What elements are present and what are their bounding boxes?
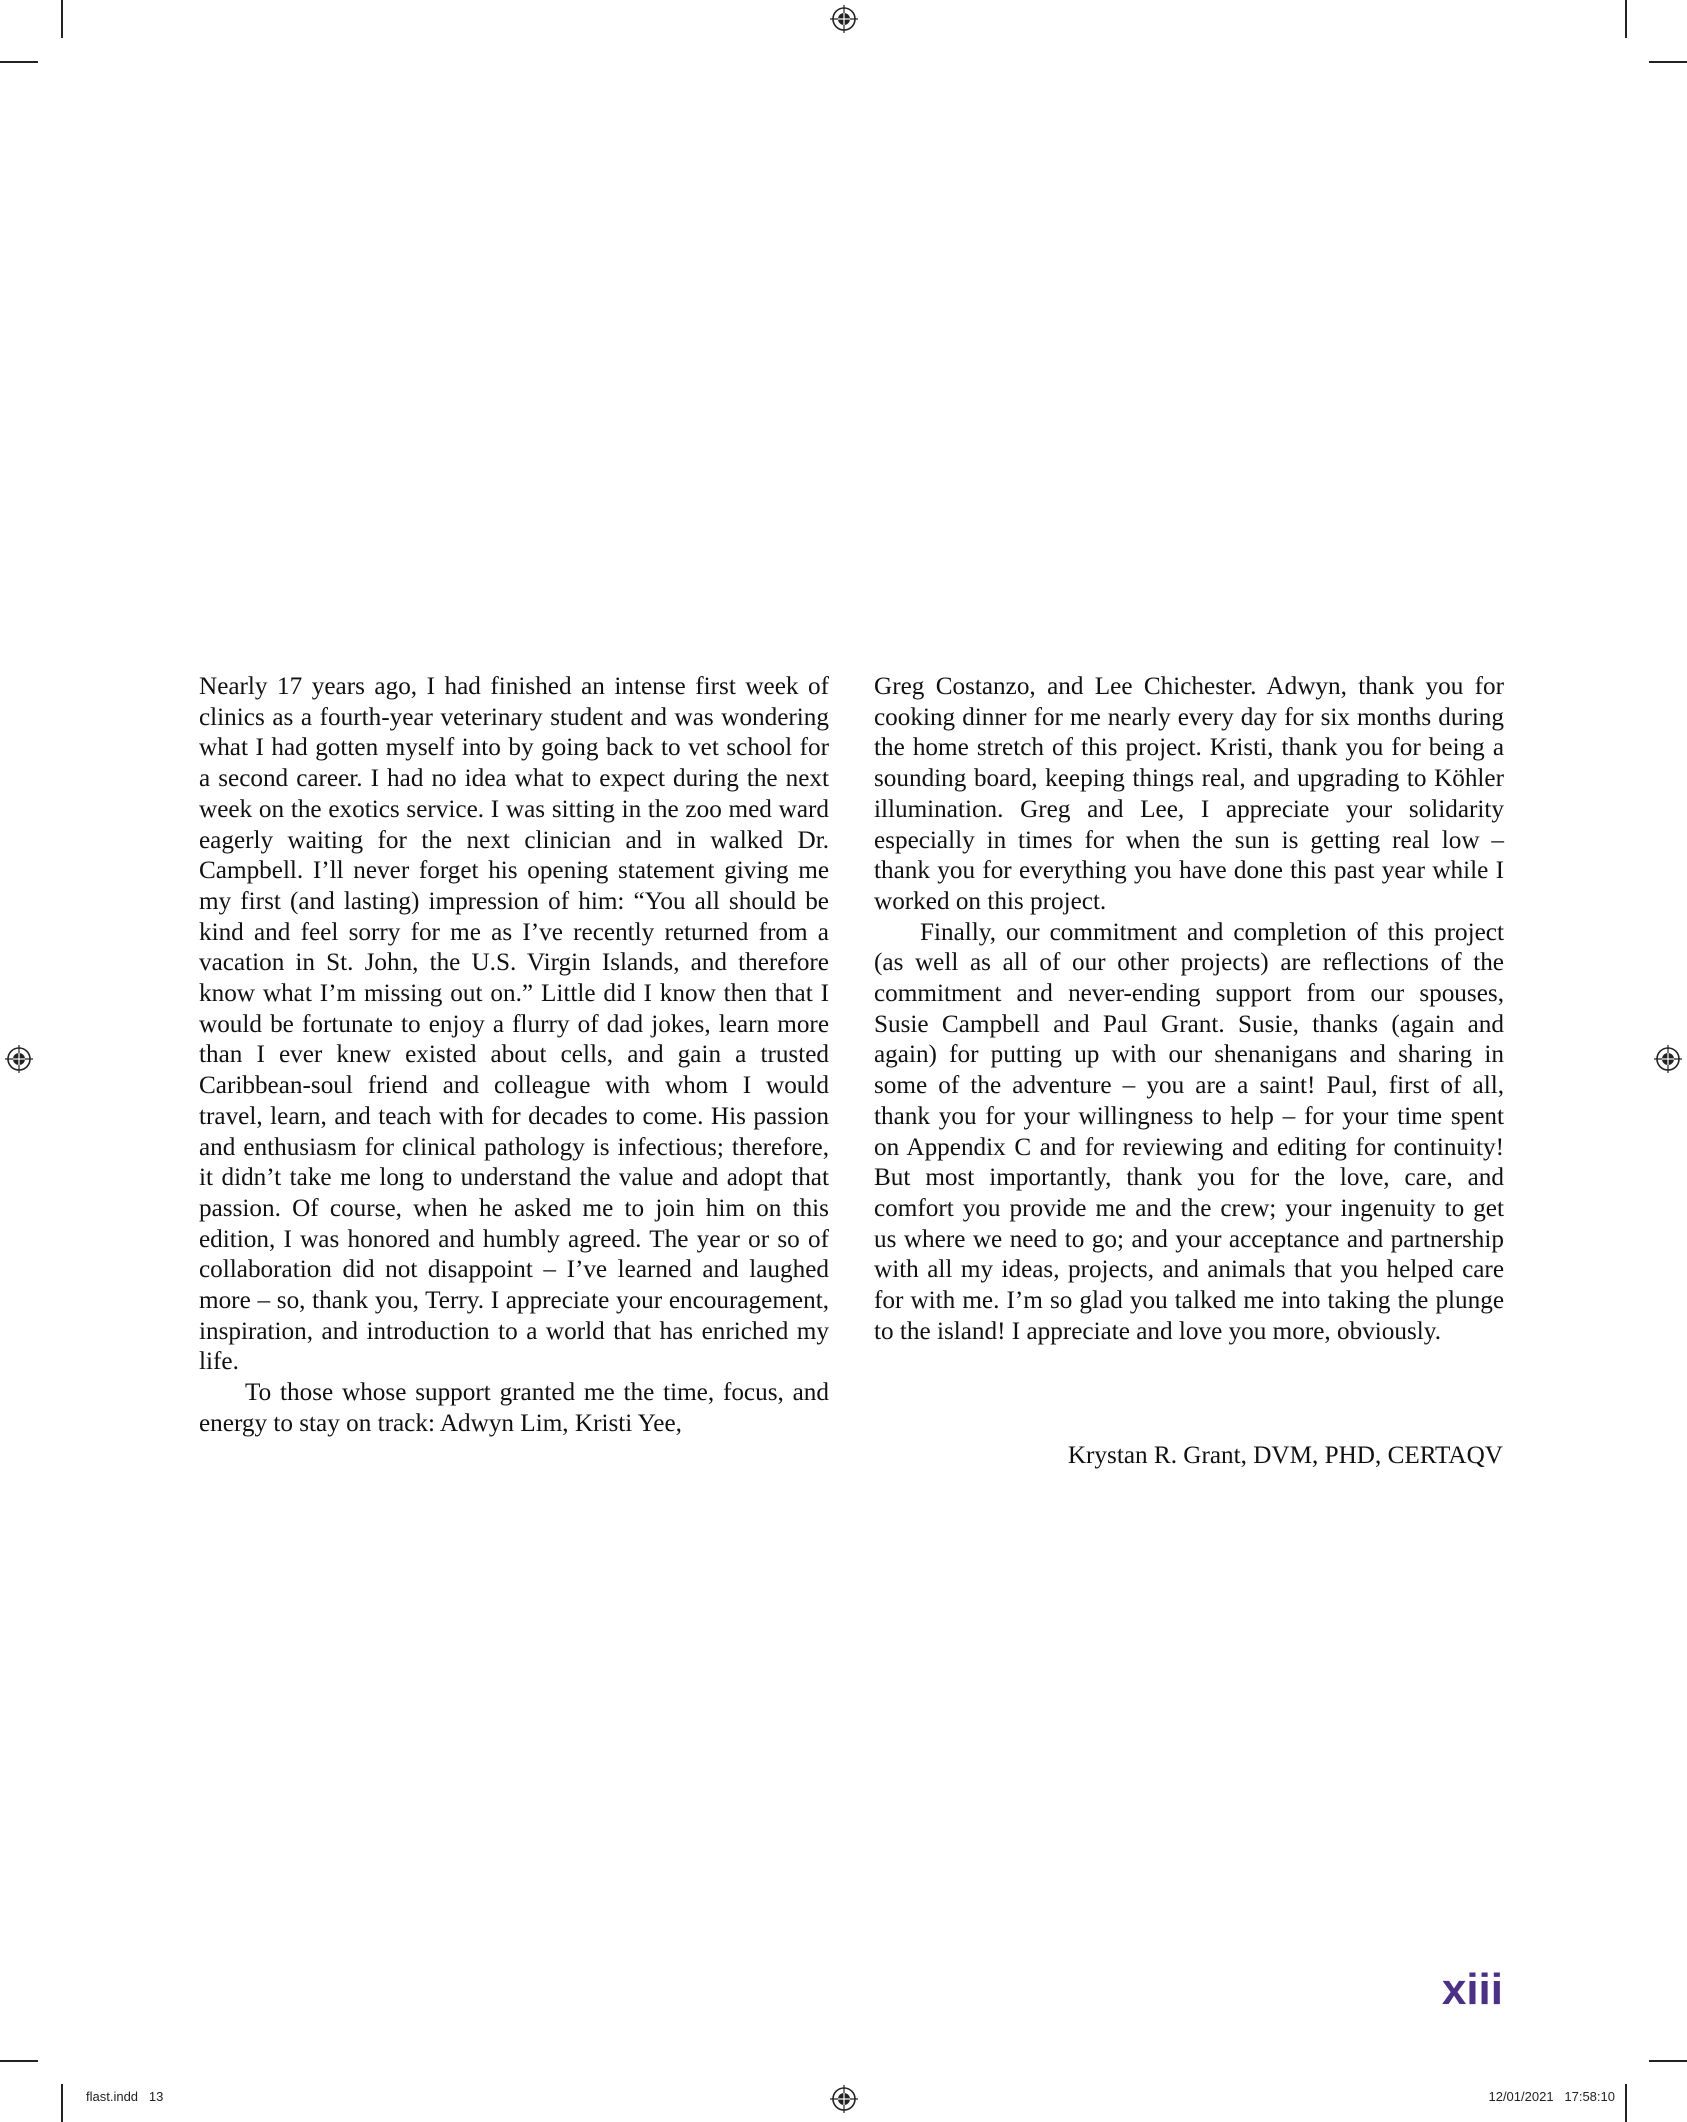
crop-mark-top-right-vertical [1625, 0, 1627, 38]
page-number: xiii [1441, 1965, 1503, 2014]
slug-filename: flast.indd 13 [86, 2089, 164, 2104]
paragraph: Nearly 17 years ago, I had finished an intense first week of clinics as a fourth-year veterinary student and was wondering what I had gotten myself into by going back to vet school for a second career. I had no idea what to expect during the next week on the exotics service. I was sitting in the zoo med ward eagerly waiting for the next clinician and in walked Dr. Campbell. I’ll never forget his opening statement giving me my first (and lasting) impression of him: “You all should be kind and feel sorry for me as I’ve recently returned from a vacation in St. John, the U.S. Virgin Islands, and therefore know what I’m missing out on.” Little did I know then that I would be fortunate to enjoy a flurry of dad jokes, learn more than I ever knew existed about cells, and gain a trusted Caribbean-soul friend and colleague with whom I would travel, learn, and teach with for decades to come. His passion and enthusiasm for clinical pathology is infectious; therefore, it didn’t take me long to understand the value and adopt that passion. Of course, when he asked me to join him on this edition, I was honored and humbly agreed. The year or so of collaboration did not disappoint – I’ve learned and laughed more – so, thank you, Terry. I appreciate your encouragement, inspiration, and introduction to a world that has enriched my life. [199, 673, 829, 1376]
crop-mark-top-left-vertical [61, 0, 63, 38]
paragraph: Finally, our commitment and completion of this project (as well as all of our other projects) are reflections of the commitment and never-ending support from our spouses, Susie Campbell and Paul Grant. Susie, thanks (again and again) for putting up with our shenanigans and sharing in some of the adventure – you are a saint! Paul, first of all, thank you for your willingness to help – for your time spent on Appendix C and for reviewing and editing for continuity! But most importantly, thank you for the love, care, and comfort you provide me and the crew; your ingenuity to get us where we need to go; and your acceptance and partnership with all my ideas, projects, and animals that you helped care for with me. I’m so glad you talked me into taking the plunge to the island! I appreciate and love you more, obviously. [874, 918, 1504, 1345]
crop-mark-bottom-left-horizontal [0, 2060, 38, 2062]
author-signature: Krystan R. Grant, DVM, PHD, CERTAQV [1067, 1442, 1503, 1469]
registration-mark-icon [1653, 1044, 1683, 1074]
text-column-left [199, 672, 829, 1440]
slug-datetime: 12/01/2021 17:58:10 [1488, 2089, 1615, 2104]
paragraph: To those whose support granted me the time, focus, and energy to stay on track: Adwyn Lim, Kristi Yee, [199, 1379, 829, 1437]
registration-mark-icon [829, 2084, 859, 2114]
crop-mark-bottom-right-vertical [1625, 2084, 1627, 2122]
crop-mark-bottom-right-horizontal [1649, 2060, 1687, 2062]
crop-mark-top-left-horizontal [0, 61, 38, 63]
crop-mark-top-right-horizontal [1649, 61, 1687, 63]
paragraph: Greg Costanzo, and Lee Chichester. Adwyn, thank you for cooking dinner for me nearly every day for six months during the home stretch of this project. Kristi, thank you for being a sounding board, keeping things real, and upgrading to Köhler illumination. Greg and Lee, I appreciate your solidarity especially in times for when the sun is getting real low – thank you for everything you have done this past year while I worked on this project. [874, 673, 1504, 915]
registration-mark-icon [4, 1044, 34, 1074]
text-column-right [874, 672, 1504, 1347]
registration-mark-icon [829, 4, 859, 34]
crop-mark-bottom-left-vertical [61, 2084, 63, 2122]
